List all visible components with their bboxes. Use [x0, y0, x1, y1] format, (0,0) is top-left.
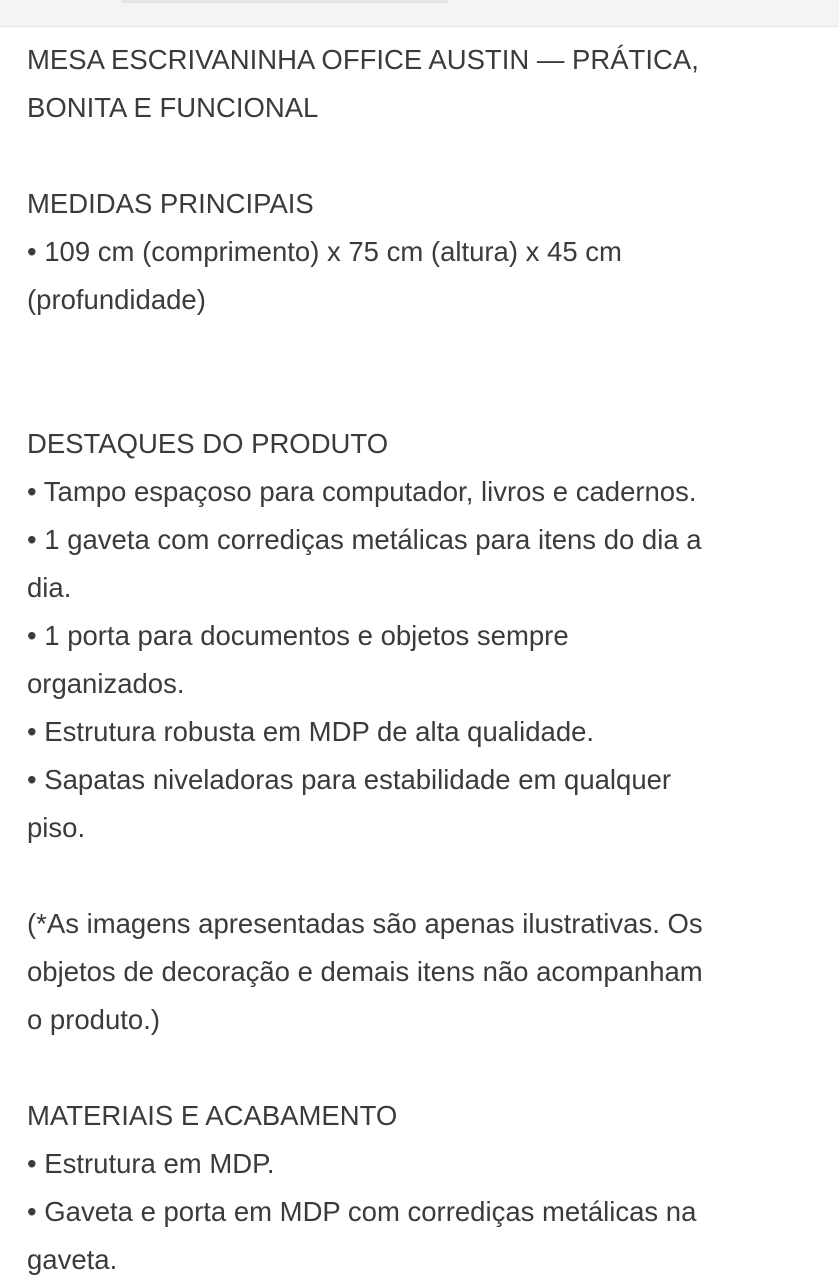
highlight-item-2-line-2: dia. [27, 572, 72, 603]
highlight-item-5-line-2: piso. [27, 812, 86, 843]
material-item-2-line-1: • Gaveta e porta em MDP com corrediças metálicas na [27, 1196, 697, 1227]
highlight-item-1: • Tampo espaçoso para computador, livros e cadernos. [27, 476, 697, 507]
measures-line-2: (profundidade) [27, 284, 206, 315]
disclaimer-line-3: o produto.) [27, 1004, 161, 1035]
product-title-line-1: MESA ESCRIVANINHA OFFICE AUSTIN — PRÁTICA, [27, 44, 699, 75]
highlight-item-2-line-1: • 1 gaveta com corrediças metálicas para itens do dia a [27, 524, 702, 555]
highlight-item-3-line-2: organizados. [27, 668, 185, 699]
measures-heading: MEDIDAS PRINCIPAIS [27, 188, 314, 219]
product-title-line-2: BONITA E FUNCIONAL [27, 92, 319, 123]
highlight-item-3-line-1: • 1 porta para documentos e objetos sempre [27, 620, 569, 651]
material-item-2-line-2: gaveta. [27, 1244, 118, 1275]
highlights-heading: DESTAQUES DO PRODUTO [27, 428, 389, 459]
disclaimer-line-2: objetos de decoração e demais itens não acompanham [27, 956, 703, 987]
top-bar [0, 0, 839, 27]
materials-heading: MATERIAIS E ACABAMENTO [27, 1100, 398, 1131]
disclaimer-line-1: (*As imagens apresentadas são apenas ilustrativas. Os [27, 908, 703, 939]
tab-indicator [122, 0, 448, 3]
measures-line-1: • 109 cm (comprimento) x 75 cm (altura) x 45 cm [27, 236, 622, 267]
material-item-1: • Estrutura em MDP. [27, 1148, 275, 1179]
product-description [27, 36, 827, 1280]
highlight-item-5-line-1: • Sapatas niveladoras para estabilidade em qualquer [27, 764, 672, 795]
highlight-item-4: • Estrutura robusta em MDP de alta qualidade. [27, 716, 595, 747]
